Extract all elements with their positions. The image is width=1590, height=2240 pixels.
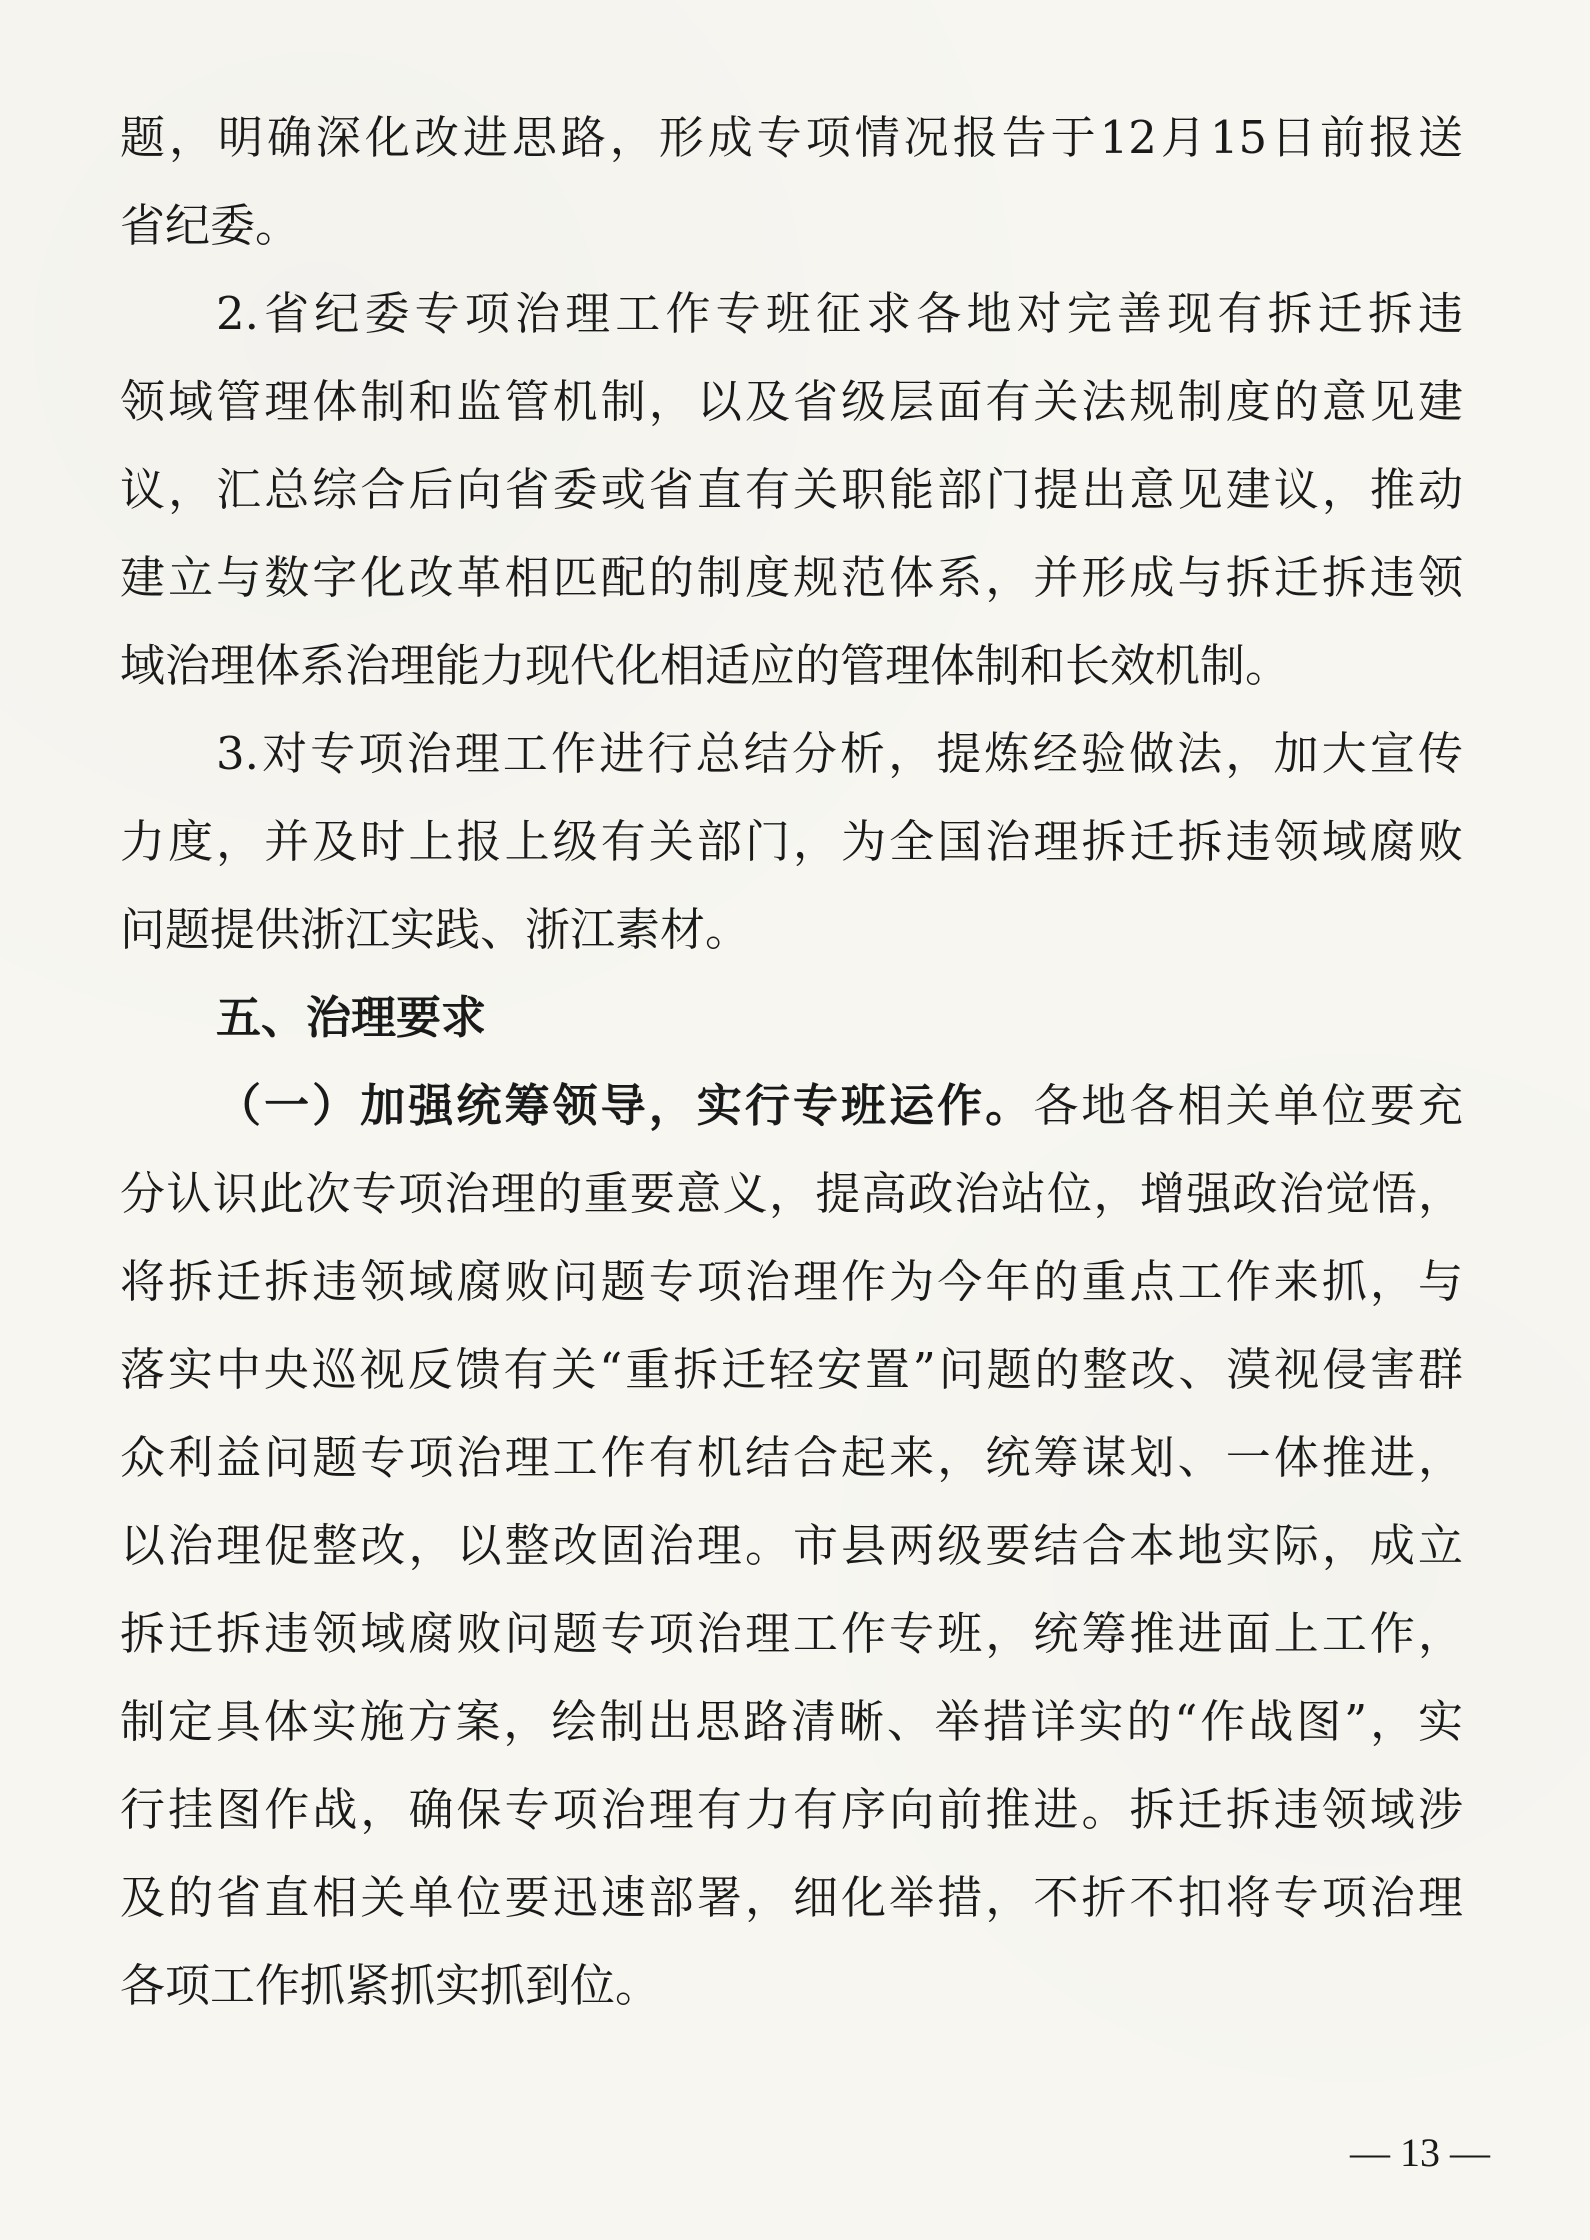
text-line-12 <box>216 1076 1463 1136</box>
text-line-22: 各项工作抓紧抓实抓到位。 <box>120 1959 661 2012</box>
text-line-13: 分认识此次专项治理的重要意义，提高政治站位，增强政治觉悟， <box>120 1167 1463 1220</box>
text-line-20: 行挂图作战，确保专项治理有力有序向前推进。拆迁拆违领域涉 <box>120 1783 1463 1836</box>
text-line-9: 力度，并及时上报上级有关部门，为全国治理拆迁拆违领域腐败 <box>120 815 1463 868</box>
text-line-18: 拆迁拆违领域腐败问题专项治理工作专班，统筹推进面上工作， <box>120 1607 1463 1660</box>
text-line-15: 落实中央巡视反馈有关“重拆迁轻安置”问题的整改、漠视侵害群 <box>120 1343 1463 1396</box>
section-heading: 五、治理要求 <box>216 991 487 1044</box>
text-line-21: 及的省直相关单位要迅速部署，细化举措，不折不扣将专项治理 <box>120 1871 1463 1924</box>
text-line-1: 题，明确深化改进思路，形成专项情况报告于12月15日前报送 <box>120 111 1463 164</box>
text-line-4: 领域管理体制和监管机制，以及省级层面有关法规制度的意见建 <box>120 375 1463 428</box>
text-line-19: 制定具体实施方案，绘制出思路清晰、举措详实的“作战图”，实 <box>120 1695 1463 1748</box>
text-line-6: 建立与数字化改革相匹配的制度规范体系，并形成与拆迁拆违领 <box>120 551 1463 604</box>
text-line-8: 3.对专项治理工作进行总结分析，提炼经验做法，加大宣传 <box>216 727 1463 780</box>
subsection-title: （一）加强统筹领导，实行专班运作。 <box>216 1079 1034 1132</box>
subsection-text: 各地各相关单位要充 <box>1033 1079 1463 1132</box>
page-number: — 13 — <box>1350 2130 1490 2175</box>
text-line-3: 2.省纪委专项治理工作专班征求各地对完善现有拆迁拆违 <box>216 287 1463 340</box>
text-line-14: 将拆迁拆违领域腐败问题专项治理作为今年的重点工作来抓，与 <box>120 1255 1463 1308</box>
text-line-17: 以治理促整改，以整改固治理。市县两级要结合本地实际，成立 <box>120 1519 1463 1572</box>
text-line-5: 议，汇总综合后向省委或省直有关职能部门提出意见建议，推动 <box>120 463 1463 516</box>
text-line-10: 问题提供浙江实践、浙江素材。 <box>120 903 751 956</box>
text-line-7: 域治理体系治理能力现代化相适应的管理体制和长效机制。 <box>120 639 1291 692</box>
text-line-16: 众利益问题专项治理工作有机结合起来，统筹谋划、一体推进， <box>120 1431 1463 1484</box>
text-line-2: 省纪委。 <box>120 199 301 252</box>
